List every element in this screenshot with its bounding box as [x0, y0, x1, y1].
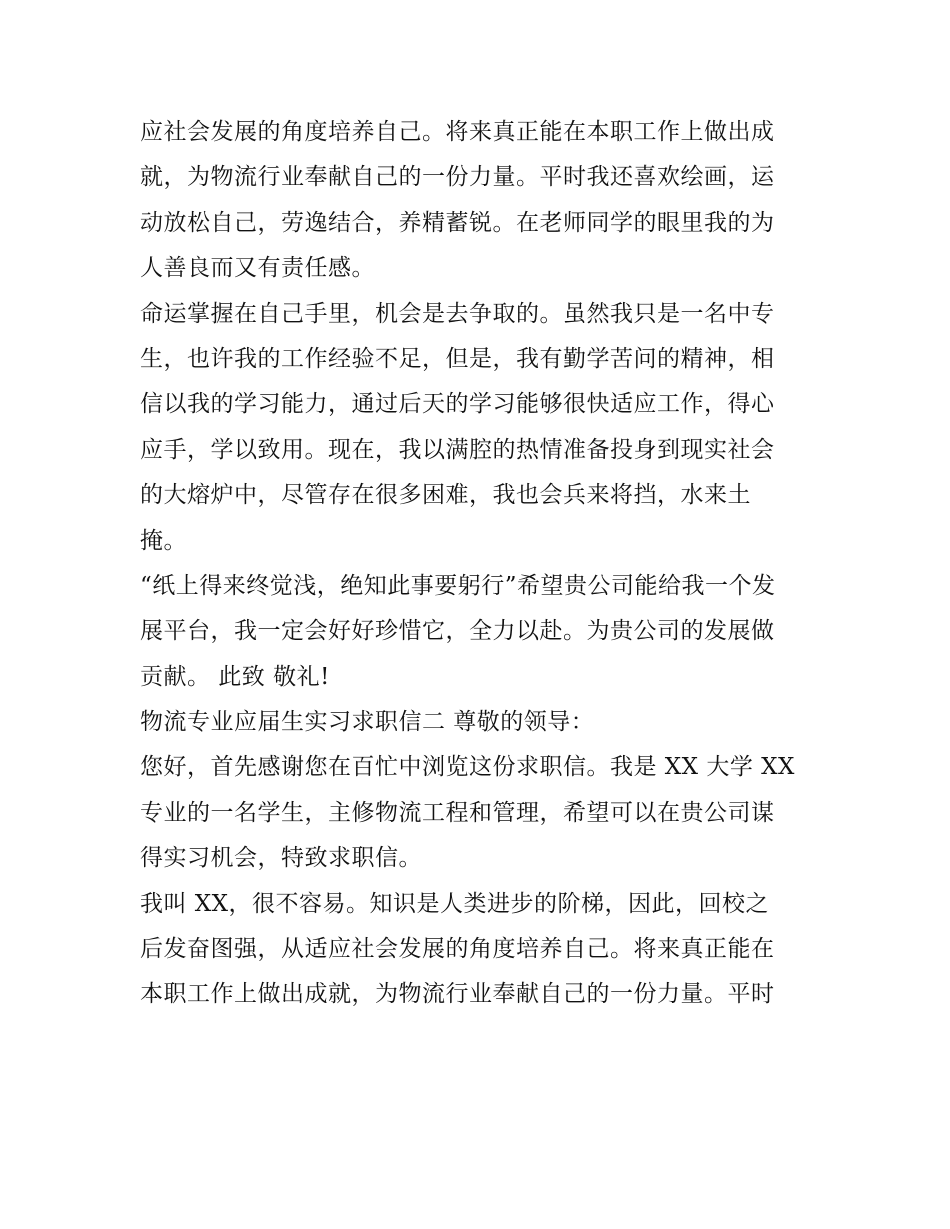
text-line: 展平台，我一定会好好珍惜它，全力以赴。为贵公司的发展做 [140, 618, 775, 645]
document-body [140, 110, 820, 1018]
text-line: 命运掌握在自己手里，机会是去争取的。虽然我只是一名中专 [140, 300, 775, 327]
section-heading-line: 物流专业应届生实习求职信二 尊敬的领导： [140, 709, 595, 736]
text-line: 您好，首先感谢您在百忙中浏览这份求职信。我是 XX 大学 XX [140, 754, 795, 781]
text-line: 得实习机会，特致求职信。 [140, 845, 422, 872]
text-line: 我叫 XX，很不容易。知识是人类进步的阶梯，因此，回校之 [140, 890, 770, 917]
text-line: 贡献。 此致 敬礼! [140, 663, 330, 690]
text-line: 就，为物流行业奉献自己的一份力量。平时我还喜欢绘画，运 [140, 164, 775, 191]
text-line: 专业的一名学生，主修物流工程和管理，希望可以在贵公司谋 [140, 799, 775, 826]
text-line: 信以我的学习能力，通过后天的学习能够很快适应工作，得心 [140, 391, 775, 418]
text-line: “纸上得来终觉浅，绝知此事要躬行”希望贵公司能给我一个发 [140, 572, 776, 599]
text-line: 掩。 [140, 527, 187, 554]
text-line: 后发奋图强，从适应社会发展的角度培养自己。将来真正能在 [140, 936, 775, 963]
text-line: 应社会发展的角度培养自己。将来真正能在本职工作上做出成 [140, 119, 775, 145]
text-line: 人善良而又有责任感。 [140, 255, 375, 282]
text-line: 应手，学以致用。现在，我以满腔的热情准备投身到现实社会 [140, 436, 775, 463]
text-line: 本职工作上做出成就，为物流行业奉献自己的一份力量。平时 [140, 981, 775, 1008]
text-line: 生，也许我的工作经验不足，但是，我有勤学苦问的精神，相 [140, 345, 775, 372]
text-line: 动放松自己，劳逸结合，养精蓄锐。在老师同学的眼里我的为 [140, 209, 775, 236]
text-line: 的大熔炉中，尽管存在很多困难，我也会兵来将挡，水来土 [140, 482, 751, 509]
